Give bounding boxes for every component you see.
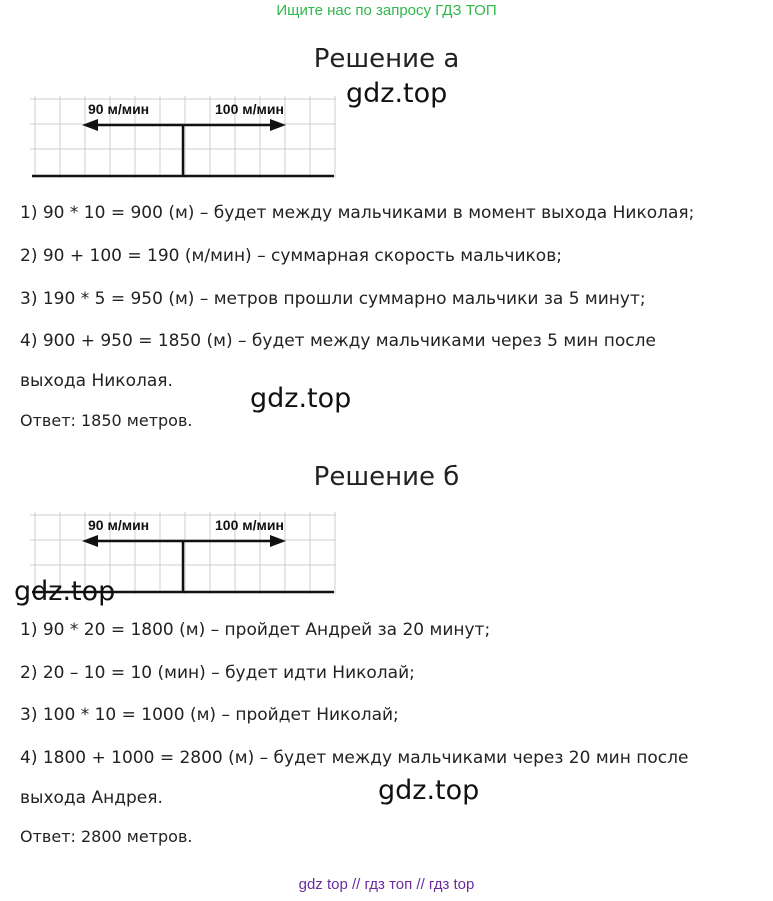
solution-a-answer: Ответ: 1850 метров. [20,411,193,430]
solution-b-line-4: 4) 1800 + 1000 = 2800 (м) – будет между мальчиками через 20 мин после [20,748,689,768]
solution-a-line-1: 1) 90 * 10 = 900 (м) – будет между мальчиками в момент выхода Николая; [20,203,695,223]
solution-a-title: Решение а [313,44,460,74]
footer-links: gdz top // гдз топ // гдз top [298,876,475,893]
left-speed-label: 90 м/мин [88,101,150,117]
solution-b-line-3: 3) 100 * 10 = 1000 (м) – пройдет Николай; [20,705,399,725]
right-speed-label: 100 м/мин [215,101,284,117]
solution-a-line-4: 4) 900 + 950 = 1850 (м) – будет между мальчиками через 5 мин после [20,331,656,351]
watermark: gdz.top [14,576,116,607]
solution-b-title: Решение б [313,462,460,492]
watermark: gdz.top [250,383,352,414]
right-speed-label: 100 м/мин [215,517,284,533]
solution-b-line-2: 2) 20 – 10 = 10 (мин) – будет идти Николай; [20,663,415,683]
solution-b-answer: Ответ: 2800 метров. [20,827,193,846]
solution-b-line-1: 1) 90 * 20 = 1800 (м) – пройдет Андрей за 20 минут; [20,620,491,640]
solution-b-line-5: выхода Андрея. [20,788,163,808]
solution-a-line-2: 2) 90 + 100 = 190 (м/мин) – суммарная скорость мальчиков; [20,246,562,266]
solution-a-line-5: выхода Николая. [20,371,173,391]
solution-a-diagram [18,90,338,182]
left-speed-label: 90 м/мин [88,517,150,533]
watermark: gdz.top [378,775,480,806]
solution-a-line-3: 3) 190 * 5 = 950 (м) – метров прошли суммарно мальчики за 5 минут; [20,289,646,309]
search-banner: Ищите нас по запросу ГДЗ ТОП [276,2,497,19]
watermark: gdz.top [346,78,448,109]
